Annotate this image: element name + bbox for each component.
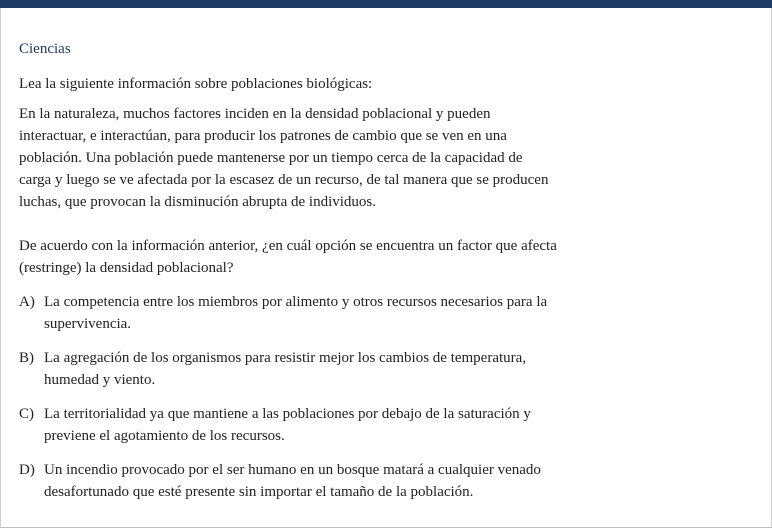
answer-option-c[interactable] bbox=[19, 403, 579, 447]
option-text: La territorialidad ya que mantiene a las poblaciones por debajo de la saturación y previene el agotamiento de los recursos. bbox=[44, 406, 531, 444]
header-accent-bar bbox=[0, 0, 772, 8]
option-letter: C) bbox=[19, 406, 34, 422]
answer-options bbox=[19, 291, 759, 503]
option-letter: D) bbox=[19, 462, 35, 478]
option-text: Un incendio provocado por el ser humano en un bosque matará a cualquier venado desafortunado que esté presente sin importar el tamaño de la población. bbox=[44, 462, 541, 500]
option-letter: A) bbox=[19, 294, 35, 310]
answer-option-d[interactable] bbox=[19, 459, 579, 503]
subject-label: Ciencias bbox=[19, 41, 71, 57]
question-stem: De acuerdo con la información anterior, ¿en cuál opción se encuentra un factor que afecta (restringe) la densidad poblacional? bbox=[19, 238, 557, 276]
option-text: La competencia entre los miembros por alimento y otros recursos necesarios para la supervivencia. bbox=[44, 294, 548, 332]
intro-text: Lea la siguiente información sobre poblaciones biológicas: bbox=[19, 76, 373, 92]
reading-passage: En la naturaleza, muchos factores inciden en la densidad poblacional y pueden interactuar, e interactúan, para producir los patrones de cambio que se ven en una población. Una población puede mantenerse por un tiempo cerca de la capacidad de carga y luego se ve afectada por la escasez de un recurso, de tal manera que se producen luchas, que provocan la disminución abrupta de individuos. bbox=[19, 106, 549, 210]
option-text: La agregación de los organismos para resistir mejor los cambios de temperatura, humedad y viento. bbox=[44, 350, 527, 388]
answer-option-a[interactable] bbox=[19, 291, 579, 335]
question-content bbox=[19, 38, 759, 515]
answer-option-b[interactable] bbox=[19, 347, 579, 391]
option-letter: B) bbox=[19, 350, 34, 366]
